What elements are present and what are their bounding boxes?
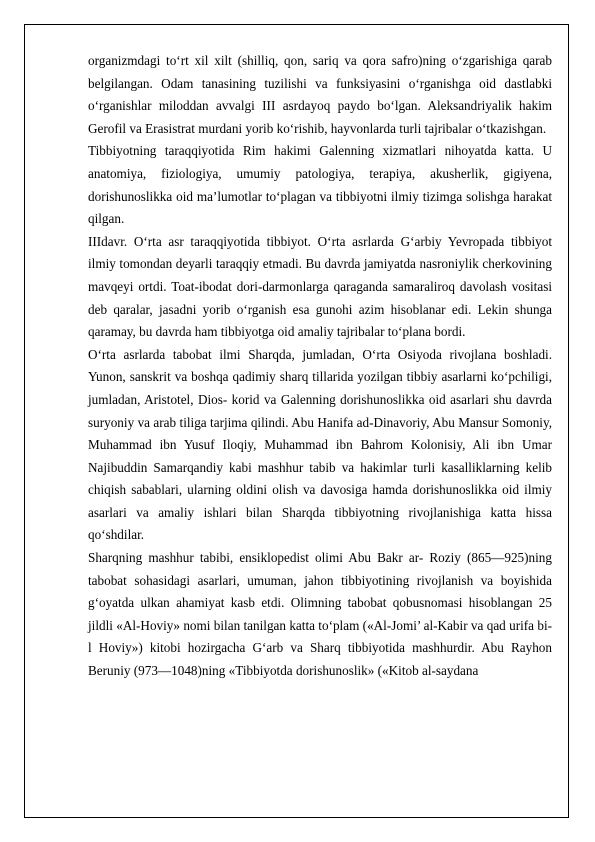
paragraph-middle-ages: IIIdavr. O‘rta asr taraqqiyotida tibbiyot. O‘rta asrlarda G‘arbiy Yevropada tibbiyot ilmiy tomondan deyarli taraqqiy etmadi. Bu davrda jamiyatda nasroniylik cherkovining mavqeyi ortdi. Toat-ibodat dori-darmonlarga qaraganda samaraliroq davolash vositasi deb qaralar, jasadni yorib o‘rganish esa gunohi azim hisoblanar edi. Lekin shunga qaramay, bu davrda ham tibbiyotga oid amaliy tajribalar to‘plana bordi. — [88, 233, 552, 340]
paragraph-ar-roziy: Sharqning mashhur tabibi, ensiklopedist olimi Abu Bakr ar- Roziy (865—925)ning tabobat sohasidagi asarlari, umuman, jahon tibbiyotining rivojlanish va boyishida g‘oyatda ulkan ahamiyat kasb etdi. Olimning tabobat qobusnomasi hisoblangan 25 jildli «Al-Hoviy» nomi bilan tanilgan katta to‘plam («Al-Jomi’ al-Kabir va qad urifa bi-l Hoviy») kitobi hozirgacha G‘arb va Sharq tibbiyotida mashhurdir. Abu Rayhon Beruniy (973—1048)ning «Tibbiyotda dorishunoslik» («Kitob al-saydana — [88, 550, 552, 679]
paragraph-humors-anatomy: organizmdagi to‘rt xil xilt (shilliq, qon, sariq va qora safro)ning o‘zgarishiga qarab belgilangan. Odam tanasining tuzilishi va funksiyasini o‘rganishga oid dastlabki o‘rganishlar miloddan avvalgi III asrdayoq paydo bo‘lgan. Aleksandriyalik hakim Gerofil va Erasistrat murdani yorib ko‘rishib, hayvonlarda turli tajribalar o‘tkazishgan. — [88, 53, 552, 136]
document-body — [88, 50, 552, 683]
paragraph-eastern-medicine: O‘rta asrlarda tabobat ilmi Sharqda, jumladan, O‘rta Osiyoda rivojlana boshladi. Yunon, sanskrit va boshqa qadimiy sharq tillarida yozilgan tibbiy asarlarni ko‘pchiligi, jumladan, Aristotel, Dios- korid va Galenning dorishunoslikka oid asarlari shu davrda suryoniy va arab tiliga tarjima qilindi. Abu Hanifa ad-Dinavoriy, Abu Mansur Somoniy, Muhammad ibn Yusuf Iloqiy, Muhammad ibn Bahrom Kolonisiy, Ali ibn Umar Najibuddin Samarqandiy kabi mashhur tabib va hakimlar turli kasalliklarning kelib chiqish sabablari, ularning oldini olish va davosiga hamda dorishunoslikka oid ilmiy asarlari va amaliy ishlari bilan Sharqda tibbiyotning rivojlanishiga katta hissa qo‘shdilar. — [88, 346, 552, 543]
paragraph-galen: Tibbiyotning taraqqiyotida Rim hakimi Galenning xizmatlari nihoyatda katta. U anatomiya, fiziologiya, umumiy patologiya, terapiya, akusherlik, gigiyena, dorishunoslikka oid ma’lumotlar to‘plagan va tibbiyotni ilmiy tizimga solishga harakat qilgan. — [88, 143, 552, 227]
